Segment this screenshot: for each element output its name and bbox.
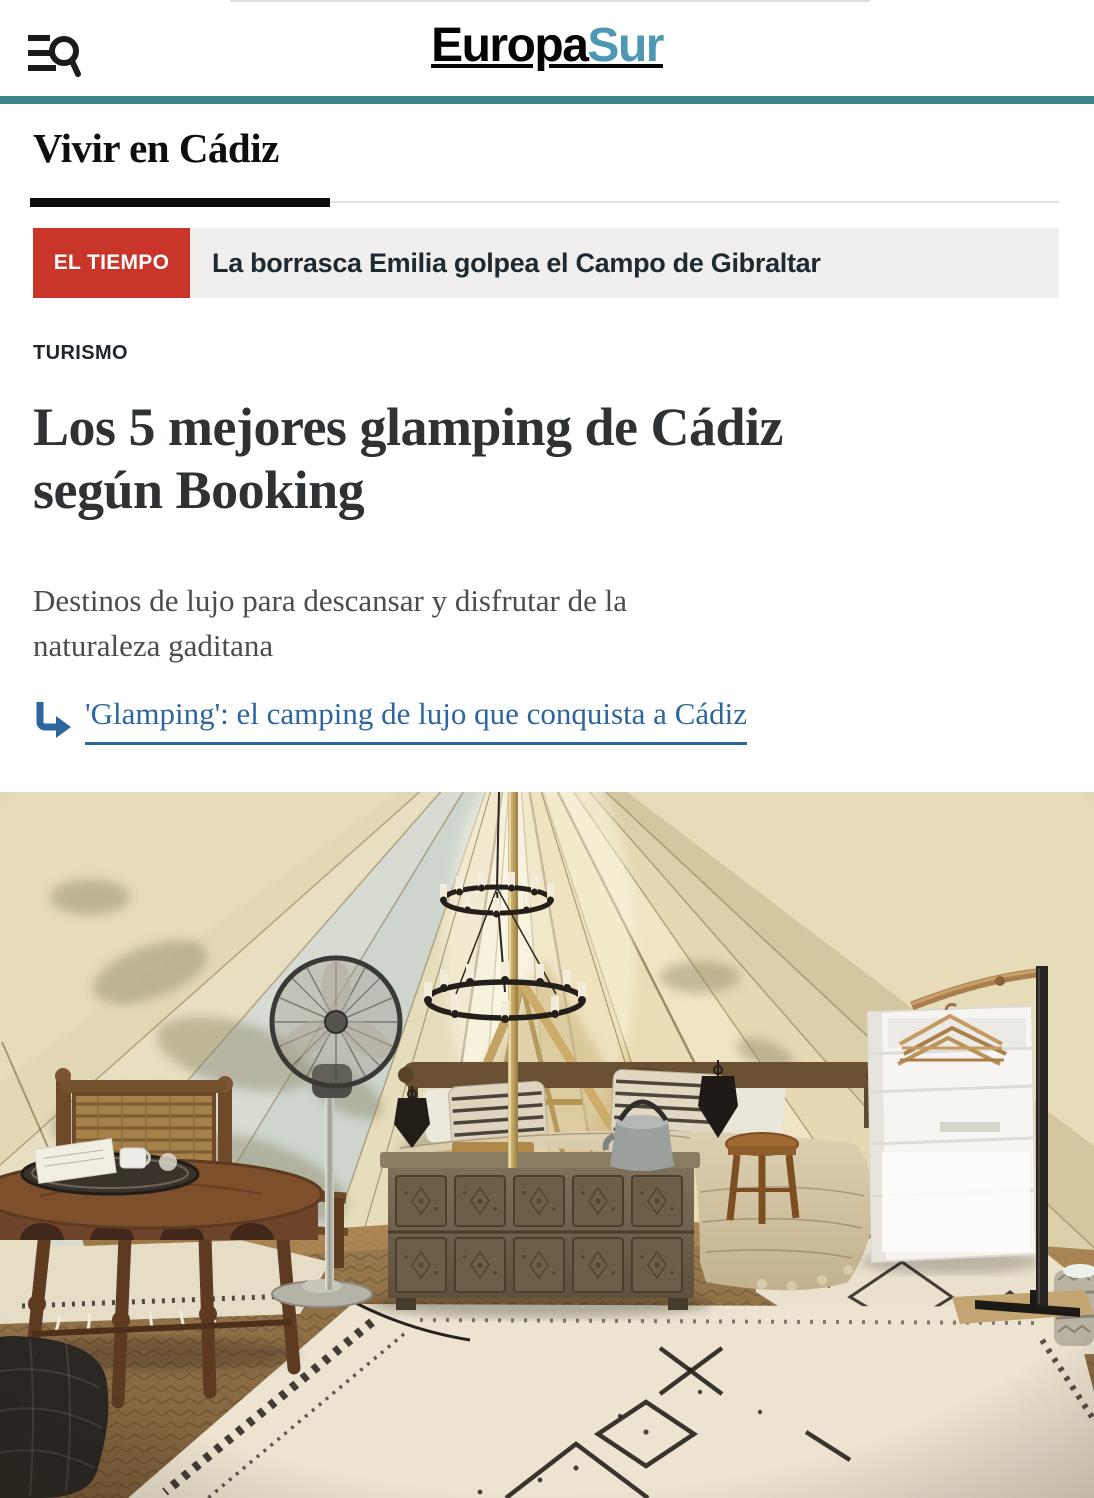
headline-line-2: según Booking <box>33 460 365 520</box>
subtitle-line-1: Destinos de lujo para descansar y disfrutar de la <box>33 583 627 618</box>
weather-ticker-link[interactable] <box>33 228 1059 298</box>
article-headline <box>33 396 1053 522</box>
related-article-link[interactable]: 'Glamping': el camping de lujo que conquista a Cádiz <box>85 694 747 745</box>
related-link-row <box>33 694 747 749</box>
headline-line-1: Los 5 mejores glamping de Cádiz <box>33 397 783 457</box>
site-logo[interactable] <box>0 20 1094 73</box>
subtitle-line-2: naturaleza gaditana <box>33 628 274 663</box>
weather-badge: EL TIEMPO <box>33 228 190 298</box>
article-kicker: TURISMO <box>33 342 129 364</box>
weather-headline: La borrasca Emilia golpea el Campo de Gibraltar <box>212 247 821 278</box>
header-accent-bar <box>0 96 1094 104</box>
article-photo <box>0 792 1094 1498</box>
logo-primary: Europa <box>431 19 588 72</box>
vignette <box>0 792 1094 1498</box>
section-title-link[interactable]: Vivir en Cádiz <box>33 125 279 171</box>
corner-down-right-arrow-icon <box>33 700 73 749</box>
article-subtitle <box>33 578 993 668</box>
section-rule-accent <box>30 198 330 207</box>
logo-accent: Sur <box>587 19 663 72</box>
top-hairline <box>230 0 870 2</box>
